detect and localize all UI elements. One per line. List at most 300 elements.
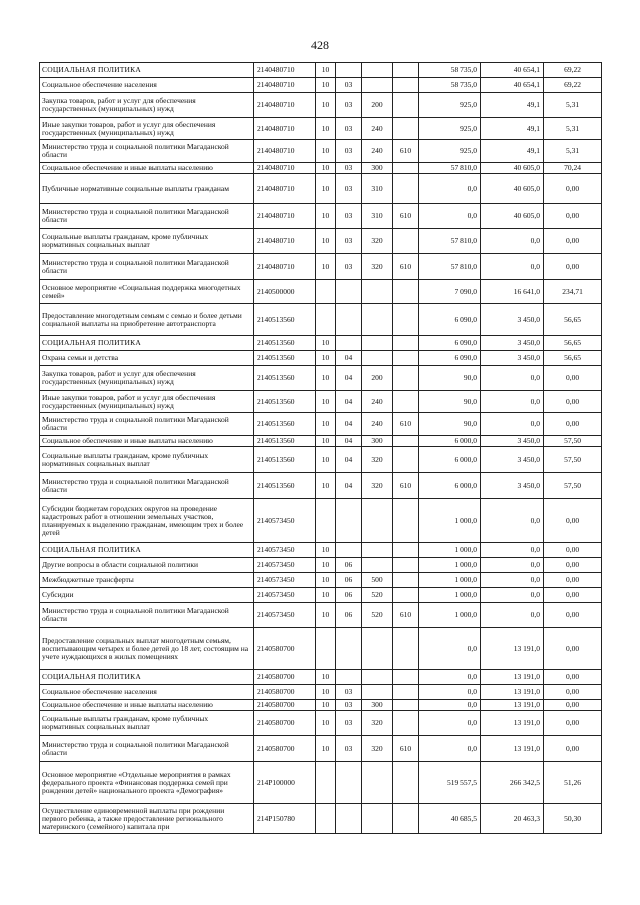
table-row [40, 573, 602, 588]
cell-section: 10 [316, 93, 336, 118]
cell-expense-type: 200 [362, 366, 393, 391]
cell-name: СОЦИАЛЬНАЯ ПОЛИТИКА [40, 63, 254, 78]
table-row [40, 163, 602, 174]
table-row [40, 700, 602, 711]
cell-subsection: 04 [336, 351, 362, 366]
cell-subsection: 06 [336, 558, 362, 573]
cell-planned: 925,0 [419, 93, 481, 118]
cell-administrator [393, 118, 419, 140]
cell-planned: 57 810,0 [419, 254, 481, 280]
cell-percent: 0,00 [544, 499, 602, 543]
cell-name: СОЦИАЛЬНАЯ ПОЛИТИКА [40, 543, 254, 558]
cell-target-code: 2140513560 [254, 304, 316, 336]
cell-planned: 1 000,0 [419, 603, 481, 628]
cell-target-code: 214P100000 [254, 762, 316, 804]
cell-executed: 0,0 [481, 573, 544, 588]
cell-administrator [393, 280, 419, 304]
cell-planned: 57 810,0 [419, 163, 481, 174]
cell-subsection: 06 [336, 603, 362, 628]
table-row [40, 736, 602, 762]
cell-section: 10 [316, 573, 336, 588]
cell-executed: 13 191,0 [481, 736, 544, 762]
cell-expense-type [362, 558, 393, 573]
cell-expense-type [362, 543, 393, 558]
cell-expense-type: 300 [362, 163, 393, 174]
cell-planned: 0,0 [419, 736, 481, 762]
cell-subsection: 03 [336, 204, 362, 229]
cell-planned: 0,0 [419, 711, 481, 736]
cell-administrator [393, 93, 419, 118]
cell-target-code: 2140580700 [254, 670, 316, 685]
cell-subsection: 03 [336, 685, 362, 700]
cell-section: 10 [316, 118, 336, 140]
cell-target-code: 2140480710 [254, 118, 316, 140]
cell-executed: 0,0 [481, 588, 544, 603]
cell-name: Министерство труда и социальной политики Магаданской области [40, 603, 254, 628]
cell-name: Субсидии бюджетам городских округов на проведение кадастровых работ в отношении земельных участков, планируемых к выделению гражданам, имеющим трех и более детей [40, 499, 254, 543]
cell-planned: 90,0 [419, 366, 481, 391]
cell-target-code: 2140573450 [254, 558, 316, 573]
cell-expense-type [362, 336, 393, 351]
cell-administrator [393, 351, 419, 366]
cell-name: Иные закупки товаров, работ и услуг для обеспечения государственных (муниципальных) нужд [40, 118, 254, 140]
cell-executed: 40 605,0 [481, 174, 544, 204]
cell-percent: 50,30 [544, 804, 602, 834]
cell-expense-type: 320 [362, 254, 393, 280]
cell-section: 10 [316, 140, 336, 163]
cell-percent: 51,26 [544, 762, 602, 804]
table-row [40, 804, 602, 834]
cell-target-code: 2140580700 [254, 700, 316, 711]
table-row [40, 63, 602, 78]
cell-planned: 925,0 [419, 118, 481, 140]
table-row [40, 628, 602, 670]
cell-subsection [336, 280, 362, 304]
cell-section: 10 [316, 736, 336, 762]
cell-executed: 13 191,0 [481, 628, 544, 670]
cell-expense-type [362, 762, 393, 804]
cell-planned: 925,0 [419, 140, 481, 163]
cell-percent: 56,65 [544, 351, 602, 366]
table-row [40, 711, 602, 736]
cell-executed: 13 191,0 [481, 670, 544, 685]
cell-percent: 0,00 [544, 711, 602, 736]
cell-administrator [393, 711, 419, 736]
cell-target-code: 2140580700 [254, 685, 316, 700]
cell-percent: 56,65 [544, 304, 602, 336]
cell-administrator [393, 447, 419, 473]
cell-executed: 0,0 [481, 391, 544, 413]
cell-expense-type: 200 [362, 93, 393, 118]
cell-name: Министерство труда и социальной политики Магаданской области [40, 736, 254, 762]
cell-planned: 40 685,5 [419, 804, 481, 834]
cell-executed: 49,1 [481, 140, 544, 163]
cell-percent: 56,65 [544, 336, 602, 351]
cell-executed: 3 450,0 [481, 336, 544, 351]
cell-administrator [393, 78, 419, 93]
cell-expense-type: 300 [362, 700, 393, 711]
cell-planned: 1 000,0 [419, 543, 481, 558]
cell-name: Социальное обеспечение населения [40, 685, 254, 700]
table-row [40, 543, 602, 558]
cell-planned: 6 000,0 [419, 447, 481, 473]
cell-percent: 0,00 [544, 558, 602, 573]
cell-percent: 0,00 [544, 391, 602, 413]
cell-section: 10 [316, 163, 336, 174]
table-row [40, 366, 602, 391]
cell-target-code: 2140480710 [254, 93, 316, 118]
cell-name: Социальное обеспечение и иные выплаты населению [40, 700, 254, 711]
cell-name: Министерство труда и социальной политики Магаданской области [40, 473, 254, 499]
cell-target-code: 2140513560 [254, 473, 316, 499]
cell-administrator: 610 [393, 140, 419, 163]
cell-subsection: 03 [336, 736, 362, 762]
cell-administrator [393, 304, 419, 336]
cell-administrator [393, 588, 419, 603]
cell-section: 10 [316, 473, 336, 499]
cell-subsection [336, 543, 362, 558]
cell-planned: 0,0 [419, 204, 481, 229]
cell-subsection [336, 304, 362, 336]
cell-expense-type [362, 351, 393, 366]
cell-subsection: 04 [336, 413, 362, 436]
cell-executed: 266 342,5 [481, 762, 544, 804]
cell-name: Социальные выплаты гражданам, кроме публичных нормативных социальных выплат [40, 711, 254, 736]
cell-executed: 3 450,0 [481, 473, 544, 499]
cell-section [316, 762, 336, 804]
table-row [40, 118, 602, 140]
cell-target-code: 214P150780 [254, 804, 316, 834]
cell-name: Осуществление единовременной выплаты при рождении первого ребенка, а также предоставление регионального материнского (семейного) капитала при [40, 804, 254, 834]
cell-executed: 3 450,0 [481, 304, 544, 336]
cell-planned: 90,0 [419, 413, 481, 436]
cell-target-code: 2140480710 [254, 63, 316, 78]
cell-executed: 13 191,0 [481, 700, 544, 711]
cell-subsection [336, 804, 362, 834]
cell-name: Социальные выплаты гражданам, кроме публичных нормативных социальных выплат [40, 229, 254, 254]
table-row [40, 93, 602, 118]
cell-executed: 40 605,0 [481, 163, 544, 174]
cell-section: 10 [316, 543, 336, 558]
cell-name: Предоставление социальных выплат многодетным семьям, воспитывающим четырех и более детей до 18 лет, состоящим на учете нуждающихся в жилых помещениях [40, 628, 254, 670]
cell-section: 10 [316, 229, 336, 254]
cell-name: Социальное обеспечение и иные выплаты населению [40, 163, 254, 174]
cell-planned: 0,0 [419, 174, 481, 204]
cell-administrator [393, 685, 419, 700]
cell-administrator: 610 [393, 254, 419, 280]
cell-expense-type: 320 [362, 736, 393, 762]
cell-percent: 0,00 [544, 543, 602, 558]
cell-executed: 16 641,0 [481, 280, 544, 304]
cell-percent: 0,00 [544, 254, 602, 280]
cell-executed: 0,0 [481, 229, 544, 254]
cell-section: 10 [316, 391, 336, 413]
cell-planned: 58 735,0 [419, 78, 481, 93]
cell-percent: 5,31 [544, 140, 602, 163]
cell-administrator [393, 229, 419, 254]
cell-subsection: 06 [336, 588, 362, 603]
table-row [40, 204, 602, 229]
cell-planned: 0,0 [419, 700, 481, 711]
cell-executed: 20 463,3 [481, 804, 544, 834]
cell-percent: 0,00 [544, 174, 602, 204]
cell-expense-type: 320 [362, 447, 393, 473]
cell-percent: 0,00 [544, 628, 602, 670]
cell-target-code: 2140513560 [254, 391, 316, 413]
cell-name: Иные закупки товаров, работ и услуг для обеспечения государственных (муниципальных) нужд [40, 391, 254, 413]
cell-executed: 0,0 [481, 558, 544, 573]
cell-subsection [336, 670, 362, 685]
table-row [40, 78, 602, 93]
cell-expense-type: 320 [362, 711, 393, 736]
cell-subsection [336, 336, 362, 351]
cell-administrator [393, 163, 419, 174]
cell-executed: 0,0 [481, 254, 544, 280]
cell-percent: 0,00 [544, 366, 602, 391]
table-row [40, 229, 602, 254]
cell-planned: 0,0 [419, 670, 481, 685]
cell-section [316, 499, 336, 543]
cell-subsection [336, 628, 362, 670]
cell-administrator [393, 336, 419, 351]
cell-name: Публичные нормативные социальные выплаты гражданам [40, 174, 254, 204]
cell-administrator: 610 [393, 413, 419, 436]
cell-name: Межбюджетные трансферты [40, 573, 254, 588]
cell-name: Основное мероприятие «Отдельные мероприятия в рамках федерального проекта «Финансовая поддержка семей при рождении детей» национального проекта «Демография» [40, 762, 254, 804]
cell-administrator: 610 [393, 204, 419, 229]
cell-subsection: 03 [336, 93, 362, 118]
cell-planned: 6 000,0 [419, 473, 481, 499]
cell-target-code: 2140480710 [254, 174, 316, 204]
cell-administrator: 610 [393, 603, 419, 628]
cell-planned: 1 000,0 [419, 499, 481, 543]
cell-expense-type: 310 [362, 174, 393, 204]
cell-planned: 0,0 [419, 685, 481, 700]
cell-target-code: 2140480710 [254, 229, 316, 254]
table-row [40, 685, 602, 700]
cell-expense-type: 240 [362, 140, 393, 163]
table-row [40, 280, 602, 304]
cell-section: 10 [316, 603, 336, 628]
cell-target-code: 2140573450 [254, 588, 316, 603]
cell-administrator [393, 174, 419, 204]
table-row [40, 304, 602, 336]
table-row [40, 391, 602, 413]
cell-name: Охрана семьи и детства [40, 351, 254, 366]
cell-subsection: 04 [336, 447, 362, 473]
cell-section: 10 [316, 254, 336, 280]
cell-section [316, 304, 336, 336]
cell-subsection [336, 762, 362, 804]
table-row [40, 558, 602, 573]
cell-percent: 57,50 [544, 473, 602, 499]
cell-subsection: 06 [336, 573, 362, 588]
cell-section: 10 [316, 413, 336, 436]
table-row [40, 588, 602, 603]
cell-expense-type: 520 [362, 588, 393, 603]
cell-subsection: 04 [336, 391, 362, 413]
table-row [40, 254, 602, 280]
cell-target-code: 2140480710 [254, 254, 316, 280]
table-row [40, 603, 602, 628]
cell-executed: 40 654,1 [481, 63, 544, 78]
cell-expense-type [362, 280, 393, 304]
cell-subsection: 03 [336, 711, 362, 736]
cell-expense-type [362, 304, 393, 336]
cell-section [316, 804, 336, 834]
cell-subsection [336, 63, 362, 78]
cell-section: 10 [316, 670, 336, 685]
cell-section: 10 [316, 336, 336, 351]
cell-percent: 0,00 [544, 670, 602, 685]
cell-expense-type: 240 [362, 413, 393, 436]
cell-subsection: 03 [336, 163, 362, 174]
cell-target-code: 2140513560 [254, 436, 316, 447]
cell-section: 10 [316, 351, 336, 366]
cell-expense-type: 520 [362, 603, 393, 628]
cell-administrator [393, 804, 419, 834]
cell-percent: 57,50 [544, 447, 602, 473]
cell-section: 10 [316, 63, 336, 78]
cell-target-code: 2140513560 [254, 413, 316, 436]
cell-section: 10 [316, 711, 336, 736]
table-row [40, 447, 602, 473]
table-row [40, 413, 602, 436]
cell-planned: 6 090,0 [419, 336, 481, 351]
table-row [40, 436, 602, 447]
cell-subsection: 04 [336, 436, 362, 447]
cell-expense-type [362, 670, 393, 685]
cell-section: 10 [316, 366, 336, 391]
cell-percent: 69,22 [544, 63, 602, 78]
cell-percent: 69,22 [544, 78, 602, 93]
table-row [40, 670, 602, 685]
cell-name: Закупка товаров, работ и услуг для обеспечения государственных (муниципальных) нужд [40, 366, 254, 391]
cell-section: 10 [316, 700, 336, 711]
cell-section: 10 [316, 558, 336, 573]
cell-section: 10 [316, 78, 336, 93]
cell-target-code: 2140513560 [254, 366, 316, 391]
cell-planned: 6 090,0 [419, 304, 481, 336]
table-row [40, 499, 602, 543]
cell-percent: 0,00 [544, 573, 602, 588]
cell-executed: 13 191,0 [481, 711, 544, 736]
cell-percent: 0,00 [544, 603, 602, 628]
cell-executed: 3 450,0 [481, 436, 544, 447]
cell-name: Социальные выплаты гражданам, кроме публичных нормативных социальных выплат [40, 447, 254, 473]
cell-planned: 6 090,0 [419, 351, 481, 366]
cell-expense-type: 500 [362, 573, 393, 588]
table-row [40, 762, 602, 804]
cell-expense-type: 240 [362, 118, 393, 140]
table-row [40, 140, 602, 163]
cell-subsection: 03 [336, 700, 362, 711]
cell-planned: 90,0 [419, 391, 481, 413]
cell-subsection: 03 [336, 118, 362, 140]
cell-expense-type [362, 804, 393, 834]
cell-executed: 40 605,0 [481, 204, 544, 229]
cell-planned: 519 557,5 [419, 762, 481, 804]
cell-percent: 0,00 [544, 736, 602, 762]
cell-section [316, 280, 336, 304]
cell-subsection: 04 [336, 473, 362, 499]
cell-target-code: 2140480710 [254, 204, 316, 229]
cell-expense-type: 310 [362, 204, 393, 229]
cell-planned: 58 735,0 [419, 63, 481, 78]
cell-subsection: 03 [336, 174, 362, 204]
cell-target-code: 2140500000 [254, 280, 316, 304]
cell-expense-type: 320 [362, 473, 393, 499]
cell-administrator: 610 [393, 736, 419, 762]
cell-planned: 57 810,0 [419, 229, 481, 254]
cell-percent: 5,31 [544, 93, 602, 118]
table-row [40, 174, 602, 204]
cell-target-code: 2140573450 [254, 499, 316, 543]
cell-target-code: 2140580700 [254, 736, 316, 762]
cell-percent: 0,00 [544, 700, 602, 711]
cell-administrator: 610 [393, 473, 419, 499]
table-row [40, 473, 602, 499]
cell-target-code: 2140573450 [254, 603, 316, 628]
cell-target-code: 2140513560 [254, 336, 316, 351]
cell-target-code: 2140513560 [254, 351, 316, 366]
cell-percent: 0,00 [544, 229, 602, 254]
table-row [40, 336, 602, 351]
cell-section [316, 628, 336, 670]
cell-percent: 0,00 [544, 204, 602, 229]
cell-name: Социальное обеспечение и иные выплаты населению [40, 436, 254, 447]
cell-target-code: 2140480710 [254, 78, 316, 93]
cell-executed: 3 450,0 [481, 351, 544, 366]
cell-planned: 6 000,0 [419, 436, 481, 447]
cell-administrator [393, 700, 419, 711]
cell-administrator [393, 573, 419, 588]
cell-name: Министерство труда и социальной политики Магаданской области [40, 254, 254, 280]
cell-administrator [393, 762, 419, 804]
cell-executed: 3 450,0 [481, 447, 544, 473]
cell-subsection: 03 [336, 78, 362, 93]
cell-target-code: 2140480710 [254, 163, 316, 174]
cell-target-code: 2140573450 [254, 573, 316, 588]
cell-expense-type [362, 499, 393, 543]
cell-percent: 0,00 [544, 588, 602, 603]
cell-expense-type [362, 63, 393, 78]
cell-section: 10 [316, 685, 336, 700]
cell-executed: 0,0 [481, 603, 544, 628]
cell-name: Предоставление многодетным семьям с семью и более детьми социальной выплаты на приобретение автотранспорта [40, 304, 254, 336]
cell-percent: 0,00 [544, 413, 602, 436]
cell-percent: 70,24 [544, 163, 602, 174]
cell-expense-type [362, 628, 393, 670]
cell-target-code: 2140580700 [254, 711, 316, 736]
page-number: 428 [311, 38, 329, 52]
cell-expense-type [362, 78, 393, 93]
cell-percent: 0,00 [544, 685, 602, 700]
cell-expense-type: 300 [362, 436, 393, 447]
cell-executed: 13 191,0 [481, 685, 544, 700]
cell-administrator [393, 558, 419, 573]
cell-percent: 57,50 [544, 436, 602, 447]
cell-administrator [393, 670, 419, 685]
cell-subsection: 03 [336, 140, 362, 163]
cell-expense-type [362, 685, 393, 700]
cell-administrator [393, 366, 419, 391]
cell-target-code: 2140573450 [254, 543, 316, 558]
cell-section: 10 [316, 588, 336, 603]
cell-subsection: 03 [336, 229, 362, 254]
cell-name: Министерство труда и социальной политики Магаданской области [40, 413, 254, 436]
cell-planned: 7 090,0 [419, 280, 481, 304]
